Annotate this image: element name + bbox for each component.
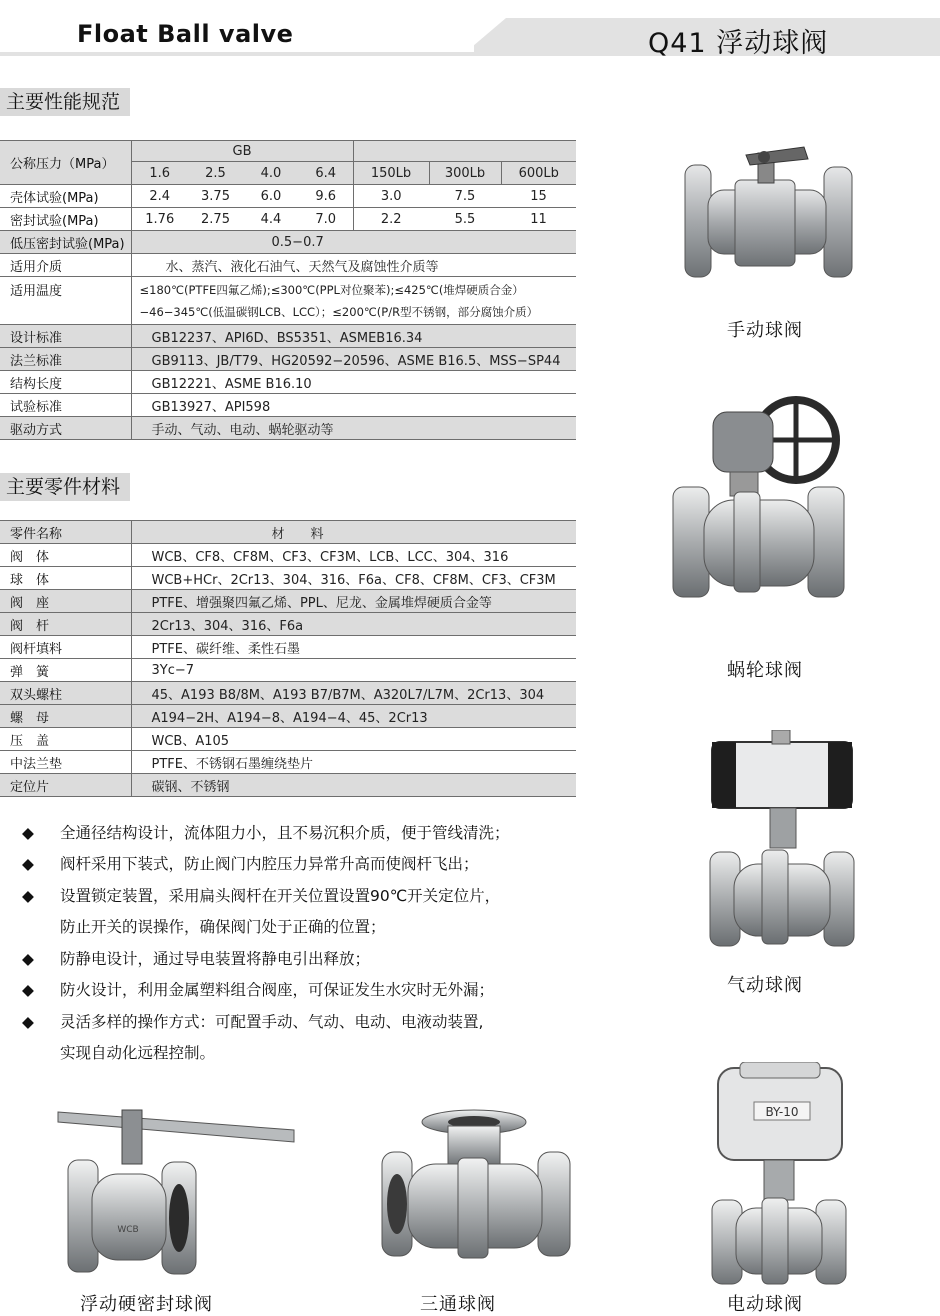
medium-val: 水、蒸汽、液化石油气、天然气及腐蚀性介质等 [131,254,576,277]
temp-label: 适用温度 [0,277,131,325]
three-way-ball-valve-image [378,1108,573,1272]
materials-table [0,520,576,797]
part-name: 压 盖 [0,728,131,751]
pressure-col: 300Lb [429,162,501,185]
spec-row-drive [0,417,576,440]
shell-val: 6.0 [243,185,299,208]
pressure-col: 600Lb [501,162,576,185]
spec-row-design [0,325,576,348]
seal-val: 11 [501,208,576,231]
flange-val: GB9113、JB/T79、HG20592−20596、ASME B16.5、MSS−SP44 [131,348,576,371]
length-label: 结构长度 [0,371,131,394]
part-material: A194−2H、A194−8、A194−4、45、2Cr13 [131,705,576,728]
shell-val: 15 [501,185,576,208]
part-material: 3Yc−7 [131,659,576,682]
pressure-col: 2.5 [188,162,243,185]
shell-val: 3.0 [353,185,429,208]
spec-row-temp [0,277,576,325]
pressure-col: 6.4 [299,162,353,185]
table-row [0,705,576,728]
temp-line2: −46−345℃(低温碳钢LCB、LCC）；≤200℃(P/R型不锈钢，部分腐蚀介质） [139,304,539,319]
spec-heading: 主要性能规范 [0,88,130,116]
seal-val: 4.4 [243,208,299,231]
table-row [0,544,576,567]
pneumatic-valve-caption: 气动球阀 [727,975,803,996]
temp-line1: ≤180℃(PTFE四氟乙烯);≤300℃(PPL对位聚苯);≤425℃(堆焊硬质合金） [139,282,524,297]
spec-row-test [0,394,576,417]
actuator-label: BY-10 [765,1105,799,1119]
shell-label: 壳体试验(MPa) [0,185,131,208]
table-row [0,751,576,774]
materials-heading: 主要零件材料 [0,473,130,501]
seal-val: 5.5 [429,208,501,231]
seal-val: 7.0 [299,208,353,231]
part-material: WCB、CF8、CF8M、CF3、CF3M、LCB、LCC、304、316 [131,544,576,567]
spec-table [0,140,576,440]
seal-label: 密封试验(MPa) [0,208,131,231]
part-material: PTFE、碳纤维、柔性石墨 [131,636,576,659]
spec-row-shell [0,185,576,208]
part-material: PTFE、增强聚四氟乙烯、PPL、尼龙、金属堆焊硬质合金等 [131,590,576,613]
feature-item [22,944,370,975]
table-row [0,659,576,682]
body-mark: WCB [117,1225,139,1235]
worm-gear-ball-valve-image [668,392,848,612]
part-name: 阀 座 [0,590,131,613]
part-material: PTFE、不锈钢石墨缠绕垫片 [131,751,576,774]
part-name: 双头螺柱 [0,682,131,705]
design-label: 设计标准 [0,325,131,348]
flange-label: 法兰标准 [0,348,131,371]
three-way-valve-caption: 三通球阀 [420,1294,496,1315]
feature-continuation: 实现自动化远程控制。 [60,1044,216,1062]
gb-label: GB [131,141,353,162]
feature-item [22,1007,483,1038]
col-mat: 材 料 [131,521,576,544]
diamond-bullet-icon: ◆ [22,1013,34,1031]
part-name: 球 体 [0,567,131,590]
diamond-bullet-icon: ◆ [22,887,34,905]
seal-val: 2.2 [353,208,429,231]
lowp-label: 低压密封试验(MPa) [0,231,131,254]
materials-header-row [0,521,576,544]
spec-row-lowp [0,231,576,254]
part-name: 阀 杆 [0,613,131,636]
seal-val: 1.76 [131,208,188,231]
part-material: WCB+HCr、2Cr13、304、316、F6a、CF8、CF8M、CF3、CF3M [131,567,576,590]
feature-continuation: 防止开关的误操作，确保阀门处于正确的位置； [60,918,386,936]
spec-row-length [0,371,576,394]
feature-text: 防静电设计，通过导电装置将静电引出释放； [60,950,371,968]
medium-label: 适用介质 [0,254,131,277]
feature-text: 设置锁定装置，采用扁头阀杆在开关位置设置90℃开关定位片， [60,887,501,905]
part-material: 45、A193 B8/8M、A193 B7/B7M、A320L7/L7M、2Cr13、304 [131,682,576,705]
part-name: 阀杆填料 [0,636,131,659]
diamond-bullet-icon: ◆ [22,981,34,999]
design-val: GB12237、API6D、BS5351、ASMEB16.34 [131,325,576,348]
part-material: 2Cr13、304、316、F6a [131,613,576,636]
hard-seal-valve-caption: 浮动硬密封球阀 [80,1294,213,1315]
pressure-col: 150Lb [353,162,429,185]
pressure-col: 4.0 [243,162,299,185]
title-chinese: Q41 浮动球阀 [648,28,829,59]
part-name: 弹 簧 [0,659,131,682]
drive-val: 手动、气动、电动、蜗轮驱动等 [131,417,576,440]
feature-text: 防火设计，利用金属塑料组合阀座，可保证发生水灾时无外漏； [60,981,495,999]
part-name: 螺 母 [0,705,131,728]
shell-val: 3.75 [188,185,243,208]
lowp-val: 0.5−0.7 [131,231,576,254]
part-material: WCB、A105 [131,728,576,751]
feature-item [22,849,479,880]
test-label: 试验标准 [0,394,131,417]
lb-header-blank [353,141,576,162]
spec-row-gb-header [0,141,576,162]
table-row [0,567,576,590]
table-row [0,636,576,659]
electric-ball-valve-image [704,1062,854,1288]
table-row [0,728,576,751]
test-val: GB13927、API598 [131,394,576,417]
diamond-bullet-icon: ◆ [22,824,34,842]
part-name: 阀 体 [0,544,131,567]
manual-ball-valve-image [680,135,855,295]
table-row [0,682,576,705]
shell-val: 2.4 [131,185,188,208]
feature-item [22,881,500,912]
shell-val: 9.6 [299,185,353,208]
col-part: 零件名称 [0,521,131,544]
spec-row-seal [0,208,576,231]
part-name: 中法兰垫 [0,751,131,774]
table-row [0,774,576,797]
length-val: GB12221、ASME B16.10 [131,371,576,394]
pneumatic-ball-valve-image [706,730,856,952]
feature-text: 全通径结构设计，流体阻力小，且不易沉积介质，便于管线清洗； [60,824,510,842]
part-name: 定位片 [0,774,131,797]
electric-valve-caption: 电动球阀 [727,1294,803,1315]
part-material: 碳钢、不锈钢 [131,774,576,797]
spec-row-flange [0,348,576,371]
drive-label: 驱动方式 [0,417,131,440]
manual-valve-caption: 手动球阀 [727,320,803,341]
header-slant [466,18,506,52]
title-english: Float Ball valve [77,20,294,48]
feature-text: 灵活多样的操作方式：可配置手动、气动、电动、电液动装置, [60,1013,484,1031]
spec-row-medium [0,254,576,277]
pressure-label: 公称压力（MPa） [0,141,131,185]
table-row [0,613,576,636]
feature-item [22,975,494,1006]
pressure-col: 1.6 [131,162,188,185]
feature-text: 阀杆采用下装式，防止阀门内腔压力异常升高而使阀杆飞出； [60,855,479,873]
feature-item [22,818,510,849]
worm-valve-caption: 蜗轮球阀 [727,660,803,681]
table-row [0,590,576,613]
hard-seal-ball-valve-image [54,1100,299,1280]
seal-val: 2.75 [188,208,243,231]
diamond-bullet-icon: ◆ [22,855,34,873]
diamond-bullet-icon: ◆ [22,950,34,968]
shell-val: 7.5 [429,185,501,208]
temp-val [131,277,576,325]
